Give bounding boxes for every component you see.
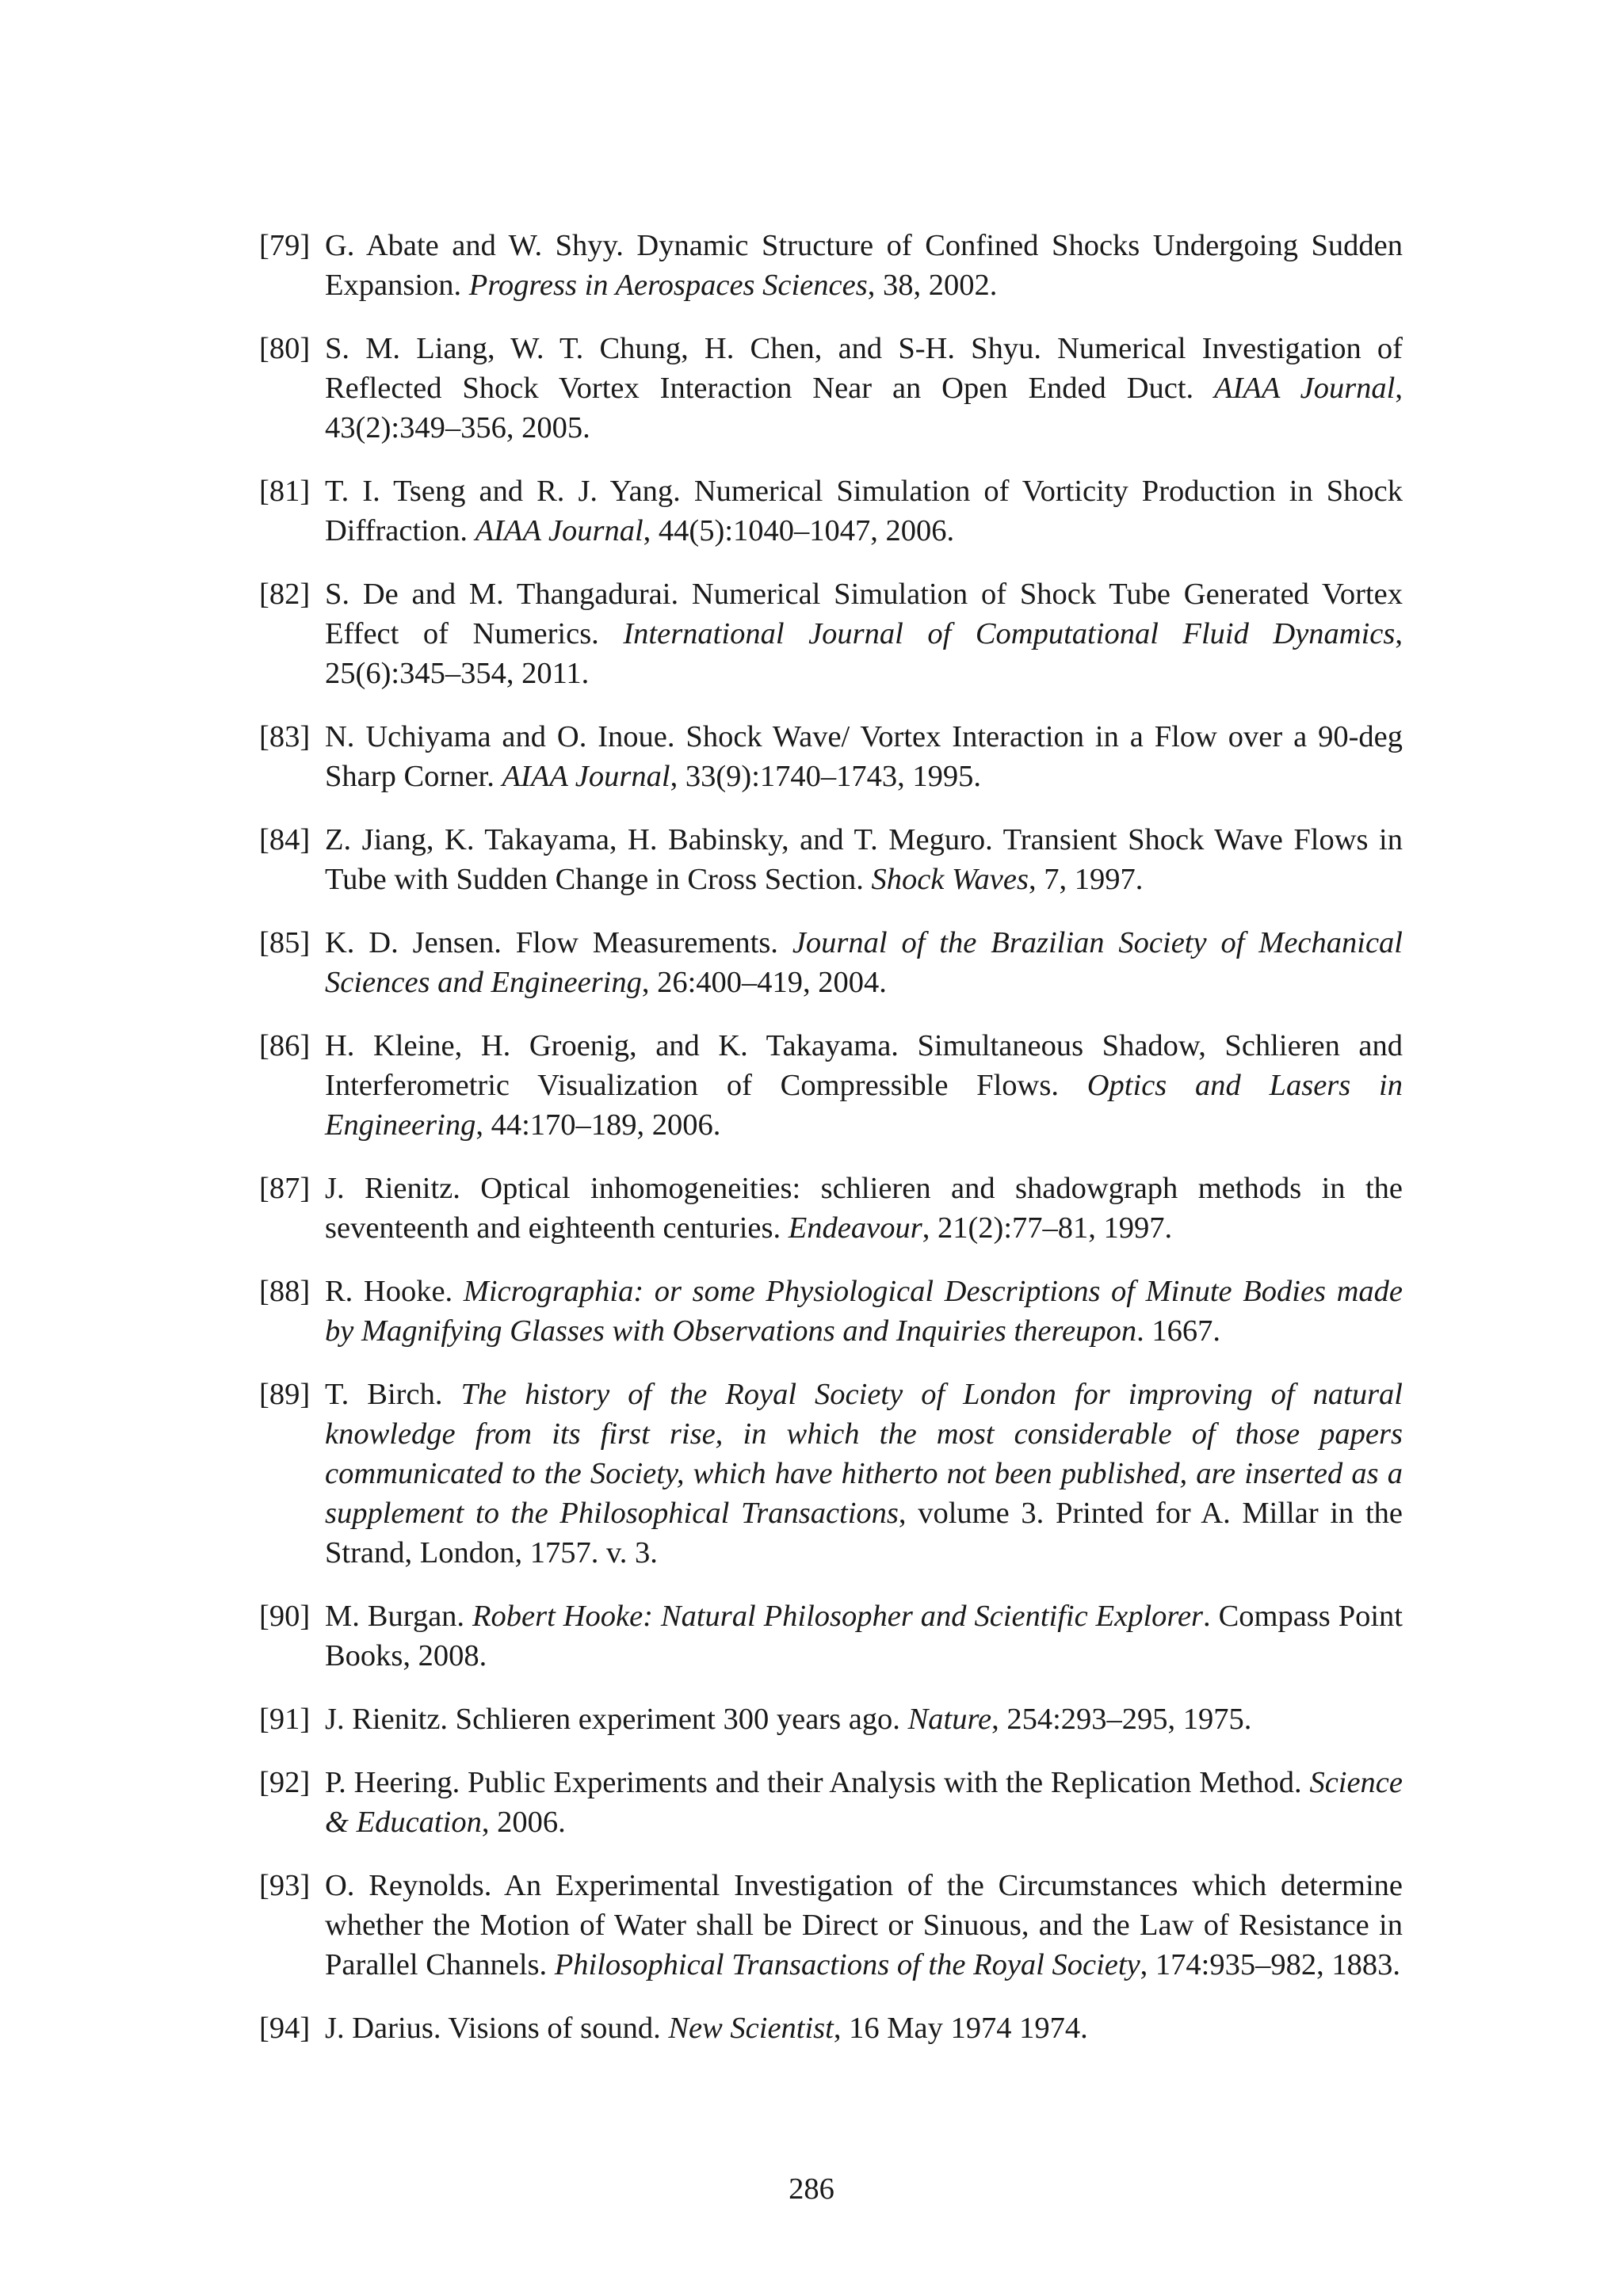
- reference-text: [325, 475, 1403, 547]
- reference-title-italic: Shock Waves: [871, 863, 1029, 896]
- reference-number: [83]: [259, 720, 311, 753]
- reference-number: [85]: [259, 926, 311, 959]
- reference-number: [81]: [259, 475, 311, 508]
- reference-number: [80]: [259, 332, 311, 365]
- reference-entry: [259, 1866, 1403, 1985]
- reference-title-italic: Optics and Lasers in Engineering: [325, 1069, 1403, 1142]
- reference-entry: [259, 1272, 1403, 1351]
- reference-number: [94]: [259, 2012, 311, 2045]
- reference-text: [325, 229, 1403, 302]
- reference-entry: [259, 1169, 1403, 1248]
- reference-text: [325, 332, 1403, 444]
- reference-segment: G. Abate and W. Shyy. Dynamic Structure of Confined Shocks Undergoing Sudden Expansion.: [325, 229, 1403, 302]
- reference-text: [325, 1029, 1403, 1142]
- reference-segment: , 33(9):1740–1743, 1995.: [670, 760, 982, 793]
- reference-segment: T. I. Tseng and R. J. Yang. Numerical Simulation of Vorticity Production in Shock Diffraction.: [325, 475, 1403, 547]
- reference-segment: , 44:170–189, 2006.: [475, 1108, 721, 1142]
- reference-segment: K. D. Jensen. Flow Measurements.: [325, 926, 792, 959]
- reference-text: [325, 1172, 1403, 1245]
- reference-number: [82]: [259, 578, 311, 611]
- reference-segment: , 174:935–982, 1883.: [1140, 1948, 1400, 1981]
- reference-segment: . 1667.: [1136, 1314, 1220, 1348]
- reference-entry: [259, 574, 1403, 693]
- reference-number: [92]: [259, 1766, 311, 1799]
- reference-title-italic: International Journal of Computational Fluid Dynamics: [623, 617, 1396, 650]
- reference-title-italic: Progress in Aerospaces Sciences: [468, 269, 868, 302]
- reference-segment: . Compass Point Books, 2008.: [325, 1600, 1403, 1672]
- reference-text: [325, 1869, 1403, 1981]
- reference-text: [325, 1275, 1403, 1348]
- reference-segment: , 26:400–419, 2004.: [641, 966, 887, 999]
- reference-segment: , 7, 1997.: [1028, 863, 1144, 896]
- reference-text: [325, 578, 1403, 690]
- reference-text: [325, 926, 1403, 999]
- reference-entry: [259, 1763, 1403, 1842]
- reference-segment: , 43(2):349–356, 2005.: [325, 372, 1403, 444]
- reference-text: [325, 823, 1403, 896]
- reference-list: [259, 226, 1403, 2072]
- reference-text: [325, 720, 1403, 793]
- reference-segment: N. Uchiyama and O. Inoue. Shock Wave/ Vortex Interaction in a Flow over a 90-deg Sharp Corner.: [325, 720, 1403, 793]
- reference-entry: [259, 329, 1403, 448]
- reference-segment: Z. Jiang, K. Takayama, H. Babinsky, and T. Meguro. Transient Shock Wave Flows in Tube with Sudden Change in Cross Section.: [325, 823, 1403, 896]
- reference-number: [91]: [259, 1703, 311, 1736]
- reference-title-italic: The history of the Royal Society of London for improving of natural knowledge from its first rise, in which the most considerable of those papers communicated to the Society, which have hitherto not been published, are inserted as a supplement to the Philosophical Transactions: [325, 1378, 1403, 1530]
- reference-entry: [259, 1596, 1403, 1676]
- reference-segment: R. Hooke.: [325, 1275, 464, 1308]
- reference-title-italic: Endeavour: [788, 1211, 922, 1245]
- reference-text: [325, 2012, 1088, 2045]
- reference-entry: [259, 471, 1403, 551]
- reference-entry: [259, 820, 1403, 899]
- reference-title-italic: New Scientist: [668, 2012, 834, 2045]
- reference-number: [90]: [259, 1600, 311, 1633]
- reference-title-italic: Philosophical Transactions of the Royal Society: [554, 1948, 1140, 1981]
- reference-title-italic: AIAA Journal: [475, 514, 643, 547]
- reference-segment: O. Reynolds. An Experimental Investigation of the Circumstances which determine whether the Motion of Water shall be Direct or Sinuous, and the Law of Resistance in Parallel Channels.: [325, 1869, 1403, 1981]
- reference-number: [89]: [259, 1378, 311, 1411]
- reference-segment: H. Kleine, H. Groenig, and K. Takayama. Simultaneous Shadow, Schlieren and Interferometric Visualization of Compressible Flows.: [325, 1029, 1403, 1102]
- reference-text: [325, 1703, 1251, 1736]
- reference-segment: , 21(2):77–81, 1997.: [922, 1211, 1173, 1245]
- reference-entry: [259, 226, 1403, 305]
- reference-segment: J. Rienitz. Optical inhomogeneities: schlieren and shadowgraph methods in the seventeenth and eighteenth centuries.: [325, 1172, 1403, 1245]
- reference-title-italic: AIAA Journal: [502, 760, 670, 793]
- reference-segment: S. De and M. Thangadurai. Numerical Simulation of Shock Tube Generated Vortex Effect of Numerics.: [325, 578, 1403, 650]
- reference-entry: [259, 923, 1403, 1002]
- reference-segment: , 25(6):345–354, 2011.: [325, 617, 1403, 690]
- reference-entry: [259, 717, 1403, 796]
- reference-title-italic: Nature: [907, 1703, 992, 1736]
- reference-title-italic: Journal of the Brazilian Society of Mechanical Sciences and Engineering: [325, 926, 1403, 999]
- reference-segment: , 254:293–295, 1975.: [991, 1703, 1252, 1736]
- reference-segment: T. Birch.: [325, 1378, 461, 1411]
- reference-title-italic: Micrographia: or some Physiological Descriptions of Minute Bodies made by Magnifying Glasses with Observations and Inquiries thereupon: [325, 1275, 1403, 1348]
- reference-entry: [259, 1026, 1403, 1145]
- reference-number: [93]: [259, 1869, 311, 1902]
- reference-segment: J. Rienitz. Schlieren experiment 300 years ago.: [325, 1703, 908, 1736]
- reference-segment: , 44(5):1040–1047, 2006.: [643, 514, 955, 547]
- reference-title-italic: Science & Education: [325, 1766, 1403, 1839]
- page-number: 286: [789, 2172, 834, 2206]
- reference-segment: , 2006.: [481, 1806, 566, 1839]
- reference-segment: , 16 May 1974 1974.: [833, 2012, 1088, 2045]
- reference-number: [86]: [259, 1029, 311, 1062]
- reference-segment: J. Darius. Visions of sound.: [325, 2012, 669, 2045]
- reference-number: [87]: [259, 1172, 311, 1205]
- reference-number: [84]: [259, 823, 311, 856]
- reference-entry: [259, 1699, 1403, 1739]
- reference-title-italic: AIAA Journal: [1214, 372, 1396, 405]
- reference-entry: [259, 2008, 1403, 2048]
- reference-segment: , 38, 2002.: [867, 269, 998, 302]
- reference-number: [79]: [259, 229, 311, 262]
- reference-title-italic: Robert Hooke: Natural Philosopher and Scientific Explorer: [472, 1600, 1204, 1633]
- reference-segment: S. M. Liang, W. T. Chung, H. Chen, and S-H. Shyu. Numerical Investigation of Reflected Shock Vortex Interaction Near an Open Ended Duct.: [325, 332, 1403, 405]
- reference-text: [325, 1378, 1403, 1569]
- reference-number: [88]: [259, 1275, 311, 1308]
- reference-segment: M. Burgan.: [325, 1600, 472, 1633]
- reference-entry: [259, 1375, 1403, 1573]
- reference-text: [325, 1600, 1403, 1672]
- reference-text: [325, 1766, 1403, 1839]
- reference-segment: P. Heering. Public Experiments and their Analysis with the Replication Method.: [325, 1766, 1310, 1799]
- reference-segment: , volume 3. Printed for A. Millar in the Strand, London, 1757. v. 3.: [325, 1497, 1403, 1569]
